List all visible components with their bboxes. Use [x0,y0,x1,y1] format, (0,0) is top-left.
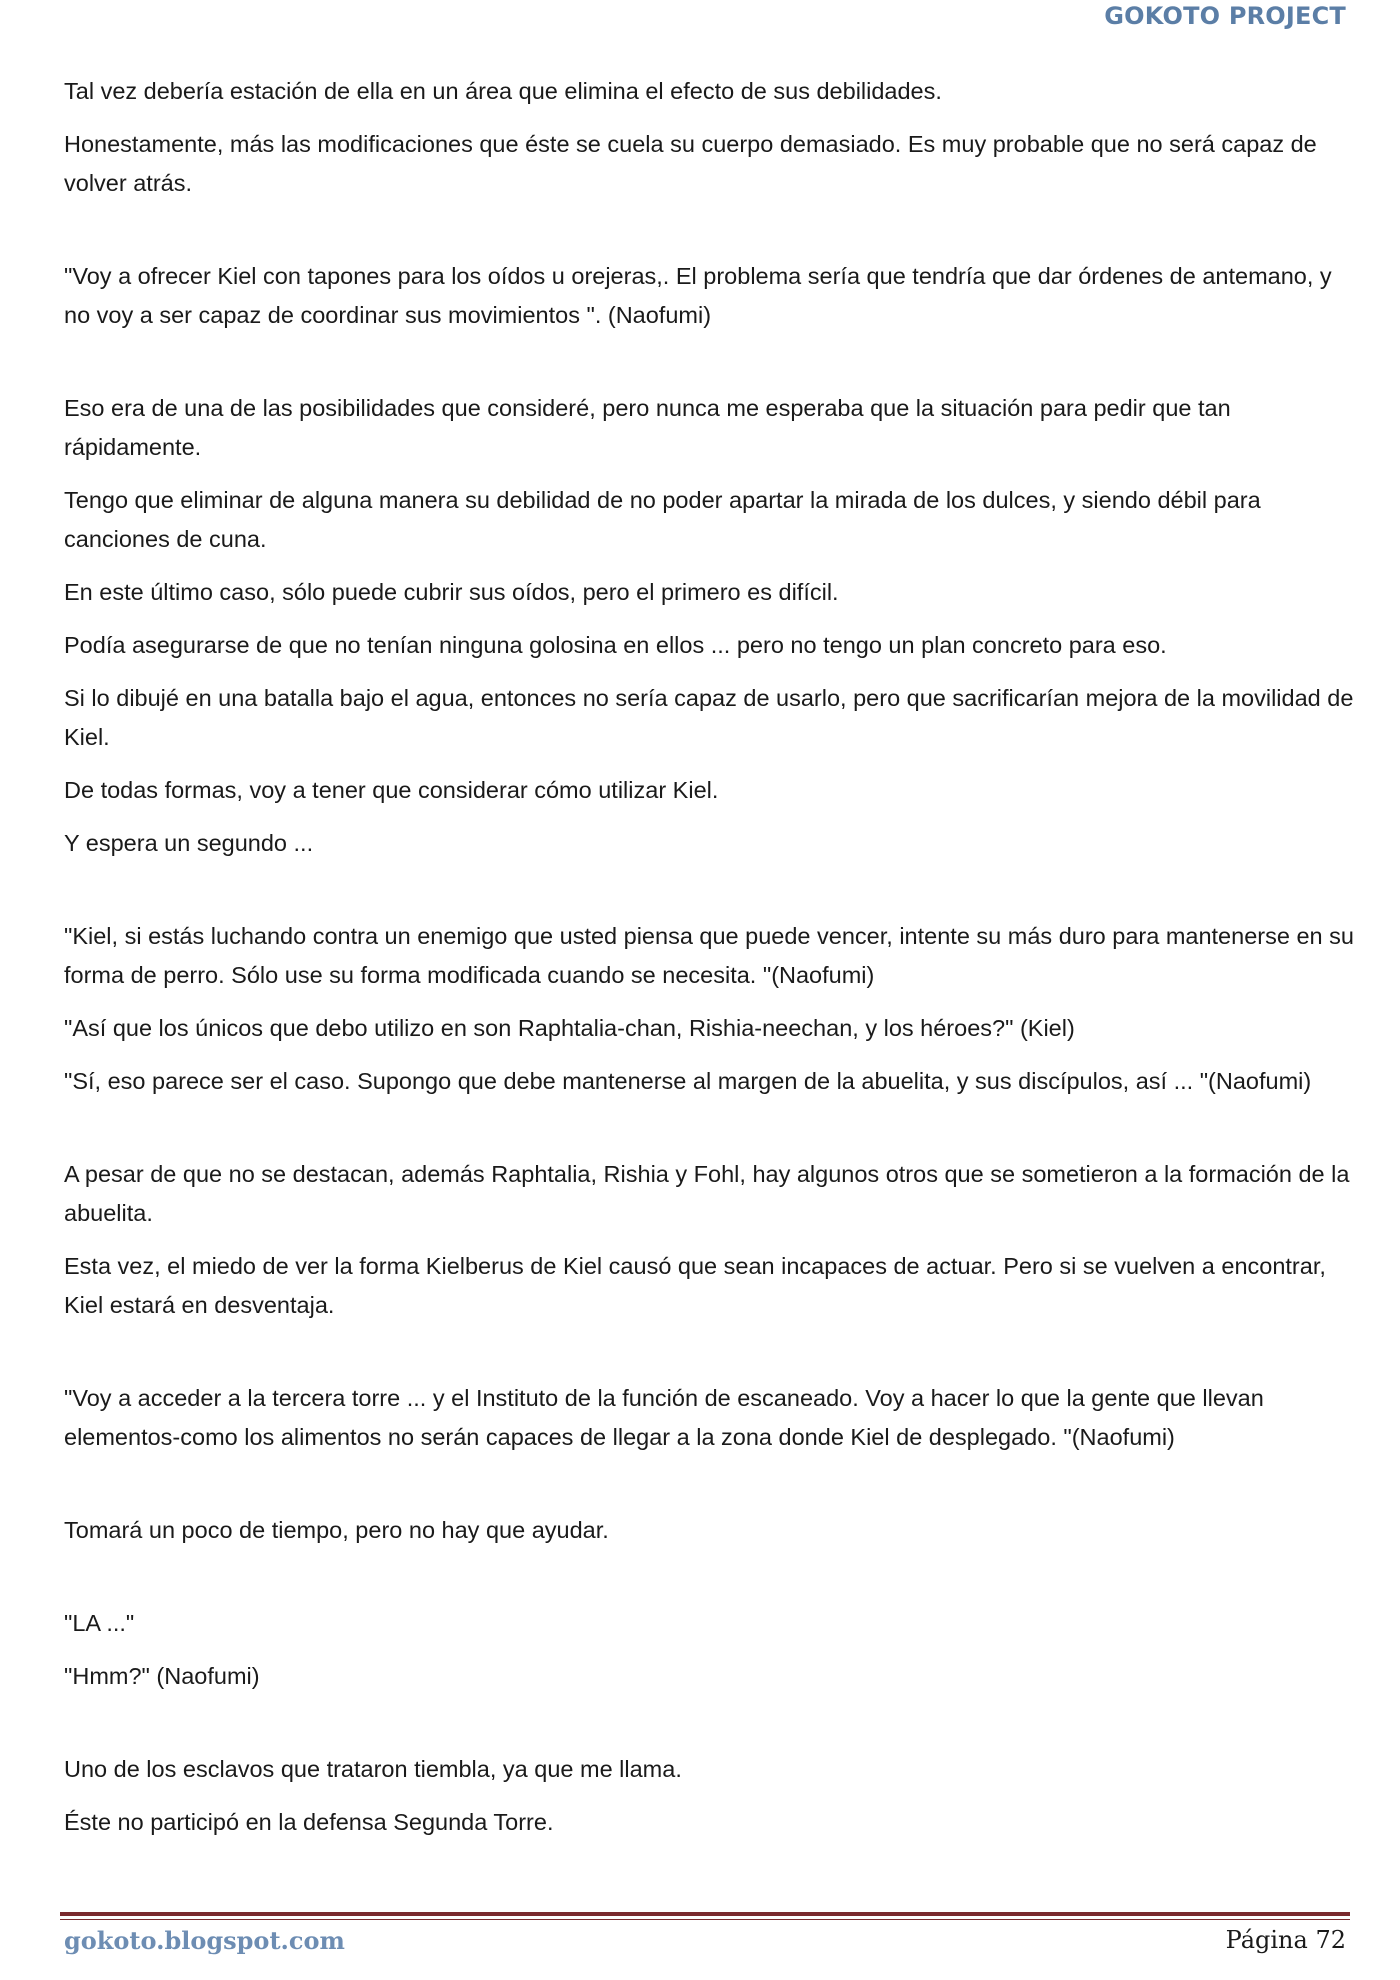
paragraph: Éste no participó en la defensa Segunda Torre. [64,1809,554,1835]
paragraph: Tomará un poco de tiempo, pero no hay que ayudar. [64,1517,609,1543]
paragraph: "Sí, eso parece ser el caso. Supongo que debe mantenerse al margen de la abuelita, y sus discípulos, así ... "(Naofumi) [64,1068,1312,1094]
paragraph: Eso era de una de las posibilidades que consideré, pero nunca me esperaba que la situación para pedir que tan rápidamente. [64,395,1231,460]
footer-divider-thin [60,1919,1350,1920]
footer-site-link[interactable]: gokoto.blogspot.com [64,1926,345,1955]
paragraph: A pesar de que no se destacan, además Raphtalia, Rishia y Fohl, hay algunos otros que se sometieron a la formación de la abuelita. [64,1161,1350,1226]
paragraph: "Así que los únicos que debo utilizo en son Raphtalia-chan, Rishia-neechan, y los héroes?" (Kiel) [64,1015,1075,1041]
paragraph: Tal vez debería estación de ella en un área que elimina el efecto de sus debilidades. [64,78,942,104]
page-number: Página 72 [1225,1926,1346,1954]
paragraph: Tengo que eliminar de alguna manera su debilidad de no poder apartar la mirada de los dulces, y siendo débil para canciones de cuna. [64,487,1261,552]
paragraph: "LA ..." [64,1610,135,1636]
paragraph: De todas formas, voy a tener que considerar cómo utilizar Kiel. [64,777,719,803]
paragraph: En este último caso, sólo puede cubrir sus oídos, pero el primero es difícil. [64,579,839,605]
paragraph: Esta vez, el miedo de ver la forma Kielberus de Kiel causó que sean incapaces de actuar. Pero si se vuelven a encontrar, Kiel estará en desventaja. [64,1253,1326,1318]
paragraph: Honestamente, más las modificaciones que éste se cuela su cuerpo demasiado. Es muy probable que no será capaz de volver atrás. [64,131,1317,196]
footer-divider [60,1912,1350,1916]
document-body [64,72,1354,1856]
paragraph: Si lo dibujé en una batalla bajo el agua, entonces no sería capaz de usarlo, pero que sacrificarían mejora de la movilidad de Kiel. [64,685,1354,750]
header-brand: GOKOTO PROJECT [1104,2,1346,30]
paragraph: Y espera un segundo ... [64,830,314,856]
paragraph: "Voy a ofrecer Kiel con tapones para los oídos u orejeras,. El problema sería que tendría que dar órdenes de antemano, y no voy a ser capaz de coordinar sus movimientos ". (Naofumi) [64,263,1332,328]
paragraph: Podía asegurarse de que no tenían ninguna golosina en ellos ... pero no tengo un plan concreto para eso. [64,632,1167,658]
paragraph: "Hmm?" (Naofumi) [64,1663,260,1689]
paragraph: "Voy a acceder a la tercera torre ... y el Instituto de la función de escaneado. Voy a hacer lo que la gente que llevan elementos-como los alimentos no serán capaces de llegar a la zona donde Kiel de desplegado. "(Naofumi) [64,1385,1264,1450]
paragraph: Uno de los esclavos que trataron tiembla, ya que me llama. [64,1756,682,1782]
paragraph: "Kiel, si estás luchando contra un enemigo que usted piensa que puede vencer, intente su más duro para mantenerse en su forma de perro. Sólo use su forma modificada cuando se necesita. "(Naofumi) [64,923,1354,988]
